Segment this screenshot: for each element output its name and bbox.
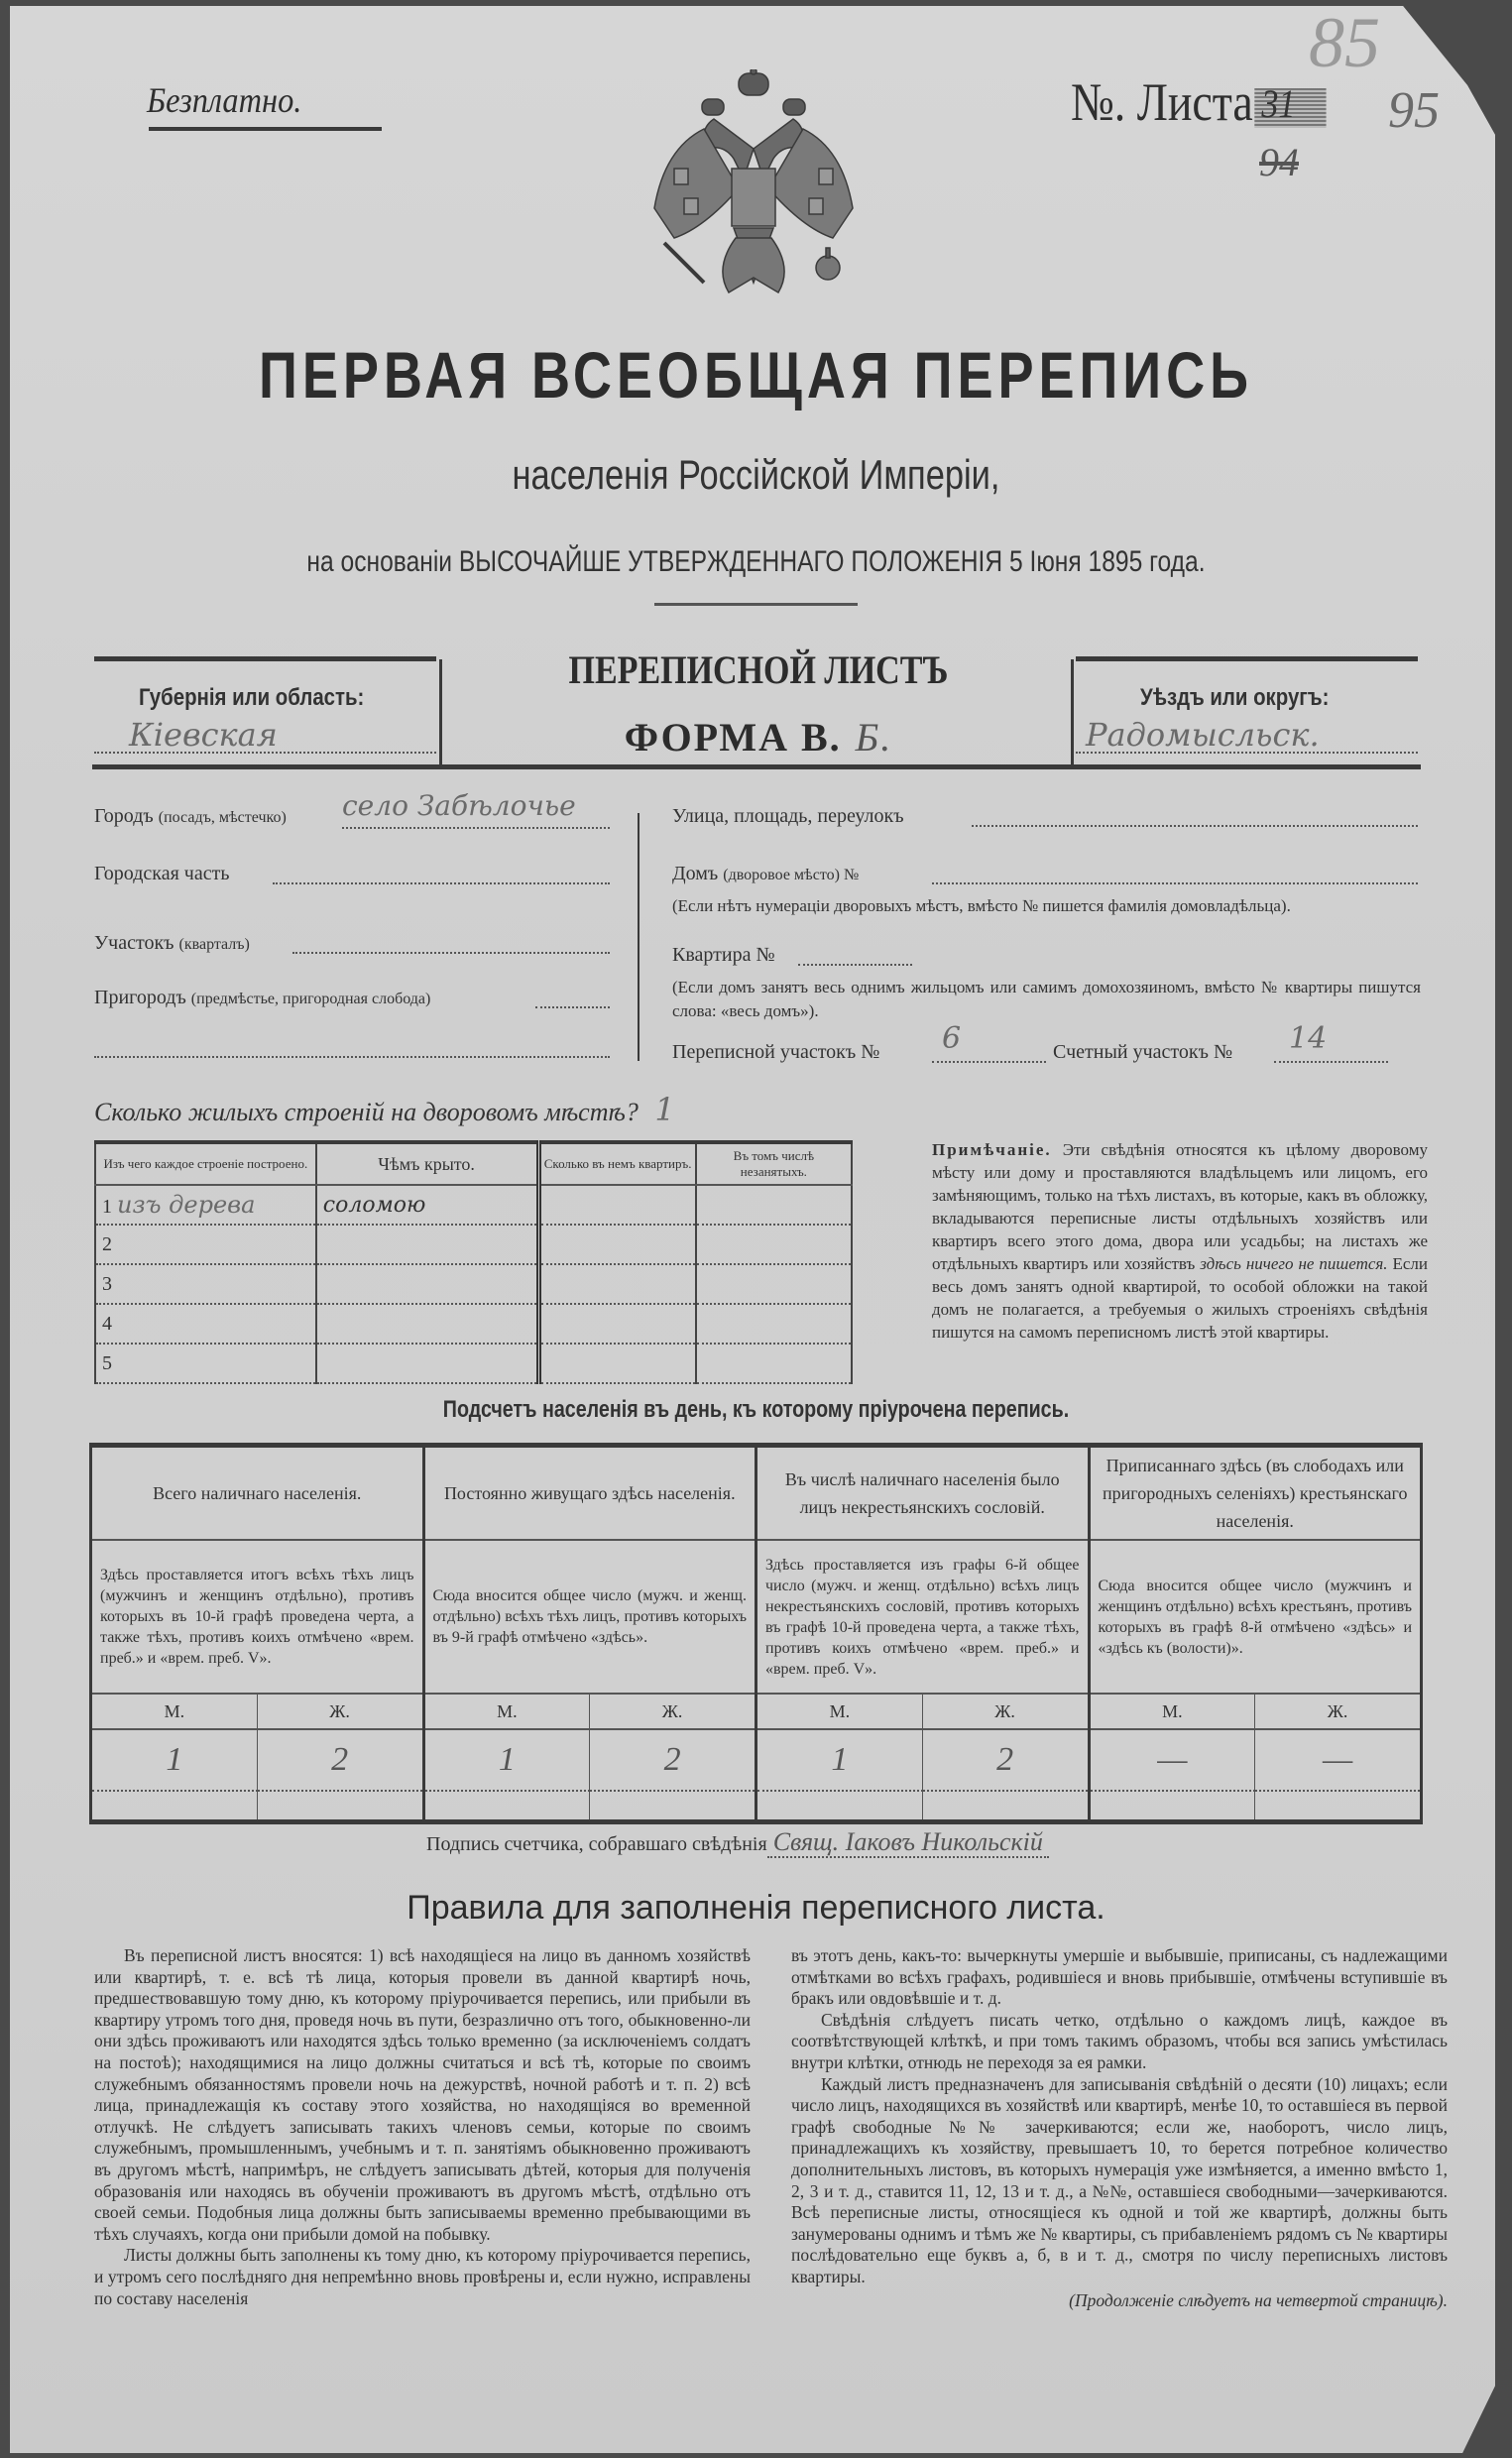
col-apartments: Сколько въ немъ квартиръ. — [538, 1142, 696, 1185]
house-hint: (дворовое мѣсто) № — [723, 867, 860, 883]
non-peasant-male[interactable]: 1 — [756, 1729, 923, 1791]
town-value[interactable]: село Забѣлочье — [342, 789, 576, 822]
vacant-cell[interactable] — [696, 1185, 852, 1225]
row-number: 2 — [102, 1232, 112, 1255]
province-label: Губернія или область: — [139, 684, 365, 711]
precinct-hint: (кварталъ) — [178, 936, 250, 953]
spare-cell — [1255, 1791, 1422, 1822]
female-header: Ж. — [257, 1694, 423, 1729]
house-label: Домъ — [672, 863, 719, 884]
divider — [654, 603, 858, 606]
apartment-note: (Если домъ занятъ весь однимъ жильцомъ или самимъ домохозяиномъ, вмѣсто № квартиры пишутся слова: «весь домъ»). — [672, 978, 1421, 1020]
roof-cell[interactable] — [316, 1344, 538, 1383]
population-count-table — [89, 1443, 1423, 1824]
header-rule-bottom — [92, 764, 1421, 769]
signature-line — [426, 1827, 1049, 1857]
signature-value[interactable]: Свящ. Іаковъ Никольскій — [767, 1827, 1049, 1858]
spare-cell — [922, 1791, 1089, 1822]
group-header: Въ числѣ наличнаго населенія было лицъ некрестьянскихъ сословій. — [756, 1446, 1090, 1541]
permanent-male[interactable]: 1 — [423, 1729, 590, 1791]
note-block — [932, 1138, 1428, 1344]
spare-cell — [91, 1791, 258, 1822]
town-field-line — [342, 827, 610, 829]
apartments-cell[interactable] — [538, 1264, 696, 1304]
group-header: Приписаннаго здѣсь (въ слободахъ или пригородныхъ селеніяхъ) крестьянскаго населенія. — [1089, 1446, 1422, 1541]
male-header: М. — [423, 1694, 590, 1729]
roof-cell[interactable]: соломою — [316, 1185, 538, 1225]
form-label — [451, 714, 1066, 761]
building-row — [95, 1185, 852, 1225]
suburb-field — [94, 987, 430, 1009]
handwritten-sheet-number: 95 — [1388, 82, 1440, 139]
rules-left-column — [94, 1945, 751, 2309]
census-district-value[interactable]: 6 — [942, 1021, 962, 1056]
census-district-line — [932, 1061, 1046, 1063]
registered-peasant-male[interactable]: — — [1089, 1729, 1255, 1791]
material-cell[interactable] — [95, 1225, 316, 1264]
town-label: Городъ — [94, 805, 154, 827]
male-header: М. — [1089, 1694, 1255, 1729]
male-header: М. — [756, 1694, 923, 1729]
address-divider — [638, 813, 640, 1061]
province-field-line — [94, 752, 436, 754]
census-district-label: Переписной участокъ № — [672, 1041, 880, 1063]
vacant-cell[interactable] — [696, 1225, 852, 1264]
row-number: 5 — [102, 1351, 112, 1374]
row-number: 3 — [102, 1272, 112, 1295]
district-value[interactable]: Радомысльск. — [1086, 716, 1320, 754]
spare-cell — [590, 1791, 756, 1822]
signature-label: Подпись счетчика, собравшаго свѣдѣнія — [426, 1833, 767, 1855]
pencil-sheet-number: 85 — [1309, 3, 1380, 82]
registered-peasant-female[interactable]: — — [1255, 1729, 1422, 1791]
count-title: Подсчетъ населенія въ день, къ которому пріурочена перепись. — [442, 1396, 1070, 1423]
apartments-cell[interactable] — [538, 1344, 696, 1383]
page-subtitle: населенія Россійской Имперіи, — [512, 451, 1000, 498]
rules-paragraph: въ этотъ день, какъ-то: вычеркнуты умершіе и выбывшіе, приписаны, съ надлежащими отмѣтками во всѣхъ графахъ, родившіеся и вновь прибывшіе, отмѣчены вступившіе въ бракъ или овдовѣвшіе и т. д. — [791, 1945, 1448, 2009]
permanent-female[interactable]: 2 — [590, 1729, 756, 1791]
suburb-hint: (предмѣстье, пригородная слобода) — [190, 991, 431, 1007]
sheet-number-label: №. Листа — [1071, 72, 1253, 132]
male-header: М. — [91, 1694, 258, 1729]
house-field — [672, 863, 859, 885]
count-district-label: Счетный участокъ № — [1053, 1041, 1233, 1063]
buildings-answer[interactable]: 1 — [654, 1091, 675, 1128]
building-row — [95, 1344, 852, 1383]
building-row — [95, 1304, 852, 1344]
form-handwritten[interactable]: Б. — [855, 715, 893, 760]
spare-cell — [257, 1791, 423, 1822]
total-present-female[interactable]: 2 — [257, 1729, 423, 1791]
extra-address-input[interactable] — [94, 1056, 610, 1058]
building-row — [95, 1225, 852, 1264]
vacant-cell[interactable] — [696, 1344, 852, 1383]
buildings-question-text: Сколько жилыхъ строеній на дворовомъ мѣстѣ? — [94, 1098, 639, 1126]
group-description: Здѣсь проставляется изъ графы 6-й общее число (мужч. и женщ. отдѣльно) всѣхъ лицъ некрестьянскихъ сословій, противъ которыхъ въ графѣ 10-й проведена черта, а также тѣхъ, противъ коихъ отмѣчено «врем. преб.» и «врем. преб. V». — [756, 1540, 1090, 1694]
street-input[interactable] — [972, 825, 1418, 827]
note-text-2: Если весь домъ занятъ одной квартирой, то особой обложки на такой домъ не полагается, а требуемыя о жилыхъ строеніяхъ свѣдѣнія пишутся на самомъ переписномъ листѣ этой квартиры. — [932, 1254, 1429, 1342]
vacant-cell[interactable] — [696, 1304, 852, 1344]
group-description: Сюда вносится общее число (мужчинъ и женщинъ отдѣльно) всѣхъ крестьянъ, противъ которыхъ въ графѣ 8-й отмѣчено «здѣсь» и «здѣсь къ (волости)». — [1089, 1540, 1422, 1694]
house-note: (Если нѣтъ нумераціи дворовыхъ мѣстъ, вмѣсто № пишется фамилія домовладѣльца). — [672, 896, 1291, 915]
material-cell[interactable] — [95, 1185, 316, 1225]
rules-paragraph: Свѣдѣнія слѣдуетъ писать четко, отдѣльно о каждомъ лицѣ, каждое въ соотвѣтствующей клѣткѣ, и при томъ такимъ образомъ, чтобы вся запись умѣстилась внутри клѣтки, отнюдь не переходя за ея рамки. — [791, 2009, 1448, 2072]
buildings-question — [94, 1091, 675, 1128]
crossed-handwritten-number: 94 — [1259, 140, 1299, 184]
col-roof: Чѣмъ крыто. — [316, 1142, 538, 1185]
sheet-number-box[interactable] — [1255, 80, 1327, 128]
group-description: Сюда вносится общее число (мужч. и женщ. отдѣльно) всѣхъ тѣхъ лицъ, противъ которыхъ въ 9-й графѣ отмѣчено «здѣсь». — [423, 1540, 756, 1694]
apartment-input[interactable] — [798, 964, 912, 966]
female-header: Ж. — [590, 1694, 756, 1729]
vacant-cell[interactable] — [696, 1264, 852, 1304]
spare-cell — [1089, 1791, 1255, 1822]
house-input[interactable] — [932, 882, 1418, 884]
form-printed: ФОРМА В. — [624, 715, 842, 760]
page-title: ПЕРВАЯ ВСЕОБЩАЯ ПЕРЕПИСЬ — [259, 338, 1253, 411]
female-header: Ж. — [922, 1694, 1089, 1729]
suburb-label: Пригородъ — [94, 987, 186, 1008]
note-label: Примѣчаніе. — [932, 1140, 1052, 1159]
roof-cell[interactable] — [316, 1264, 538, 1304]
material-cell[interactable] — [95, 1264, 316, 1304]
spare-cell — [423, 1791, 590, 1822]
town-hint: (посадъ, мѣстечко) — [158, 809, 287, 826]
rules-paragraph: Въ переписной листъ вносятся: 1) всѣ находящіеся на лицо въ данномъ хозяйствѣ или квартирѣ, т. е. всѣ тѣ лица, которыя провели въ данной квартирѣ ночь, предшествовавшую тому дню, къ которому пріурочивается перепись, или прибыли въ квартиру утромъ того дня, проведя ночь въ пути, безразлично отъ того, обыкновенно-ли они здѣсь проживаютъ или находятся здѣсь только временно (за исключеніемъ солдатъ на постоѣ); находящимися на лицо должны считаться и всѣ тѣ, которые по своимъ служебнымъ обязанностямъ провели ночь на дежурствѣ, ночной работѣ и т. п. 2) всѣ лица, принадлежащія къ составу этого хозяйства, но находящіяся во временной отлучкѣ. Не слѣдуетъ записывать такихъ членовъ семьи, которые по своимъ служебнымъ, промышленнымъ, учебнымъ и т. п. занятіямъ обыкновенно проживаютъ въ другомъ мѣстѣ, напримѣръ, не слѣдуетъ записывать дѣтей, которыя для полученія образованія или находясь въ обученіи проживаютъ въ другомъ мѣстѣ, отдѣльно отъ своей семьи. Подобныя лица должны быть записываемы временно пребывающими въ тѣхъ случаяхъ, когда они прибыли домой на побывку. — [94, 1945, 751, 2244]
note-text-1: Эти свѣдѣнія относятся къ цѣлому дворовому мѣсту или дому и проставляются владѣльцемъ или лицомъ, его замѣняющимъ, только на тѣхъ листахъ, въ которые, какъ въ обложку, вкладываются переписные листы отдѣльныхъ хозяйствъ или квартиръ всего этого дома, двора или усадьбы; на листахъ же отдѣльныхъ квартиръ или хозяйствъ — [932, 1140, 1428, 1273]
material-value: изъ дерева — [117, 1191, 256, 1219]
col-material: Изъ чего каждое строеніе построено. — [95, 1142, 316, 1185]
female-header: Ж. — [1255, 1694, 1422, 1729]
apartment-label: Квартира № — [672, 944, 775, 966]
continued-note: (Продолженіе слѣдуетъ на четвертой страницѣ). — [1069, 2289, 1448, 2310]
sheet-title: ПЕРЕПИСНОЙ ЛИСТЪ — [568, 647, 949, 692]
group-header: Постоянно живущаго здѣсь населенія. — [423, 1446, 756, 1541]
apartments-cell[interactable] — [538, 1304, 696, 1344]
header-divider-left — [439, 659, 442, 766]
group-description: Здѣсь проставляется итогъ всѣхъ тѣхъ лицъ (мужчинъ и женщинъ отдѣльно), противъ которыхъ въ 10-й графѣ проведена черта, а также тѣхъ, противъ коихъ отмѣчено «врем. преб.» и «врем. преб. V». — [91, 1540, 424, 1694]
apartments-cell[interactable] — [538, 1185, 696, 1225]
count-district-value[interactable]: 14 — [1289, 1021, 1328, 1056]
buildings-table — [94, 1140, 853, 1384]
roof-cell[interactable] — [316, 1225, 538, 1264]
apartments-cell[interactable] — [538, 1225, 696, 1264]
precinct-label: Участокъ — [94, 932, 174, 954]
note-text-italic: здѣсь ничего не пишется. — [1200, 1254, 1388, 1273]
material-cell[interactable] — [95, 1344, 316, 1383]
count-district-line — [1274, 1061, 1388, 1063]
row-number: 4 — [102, 1312, 112, 1335]
rules-right-column — [791, 1945, 1448, 2311]
free-label-underline — [149, 127, 382, 131]
city-part-label: Городская часть — [94, 863, 230, 884]
non-peasant-female[interactable]: 2 — [922, 1729, 1089, 1791]
street-label: Улица, площадь, переулокъ — [672, 805, 904, 827]
precinct-input[interactable] — [292, 952, 610, 954]
sheet-number-crossed: 31 — [1261, 80, 1296, 126]
header-divider-right — [1071, 659, 1074, 766]
rules-paragraph: Каждый листъ предназначенъ для записыванія свѣдѣній о десяти (10) лицахъ; если число лицъ, находящихся въ хозяйствѣ или квартирѣ, менѣе 10, то оставшіеся въ первой графѣ свободные №№ зачеркиваются; если же, наоборотъ, число лицъ, принадлежащихъ къ хозяйству, превышаетъ 10, то берется потребное количество дополнительныхъ листовъ, въ которыхъ нумерація уже измѣняется, а именно вмѣсто 1, 2, 3 и т. д., ставится 11, 12, 13 и т. д., а №№, оставшіеся свободными—зачеркиваются. Всѣ переписные листы, относящіеся къ одной и той же квартирѣ, должны быть занумерованы однимъ и тѣмъ же № квартиры, съ прибавленіемъ рядомъ съ № квартиры послѣдовательно еще буквъ а, б, в и т. д., смотря по числу переписныхъ листовъ квартиры. — [791, 2073, 1448, 2286]
roof-cell[interactable] — [316, 1304, 538, 1344]
free-of-charge-label: Безплатно. — [147, 80, 302, 120]
spare-cell — [756, 1791, 923, 1822]
sheet-number — [1071, 71, 1327, 133]
group-header: Всего наличнаго населенія. — [91, 1446, 424, 1541]
district-field-line — [1076, 752, 1418, 754]
header-rule-left — [94, 656, 436, 661]
double-headed-eagle-icon — [644, 69, 863, 302]
province-value[interactable]: Кіевская — [129, 716, 278, 754]
district-label: Уѣздъ или округъ: — [1140, 684, 1330, 711]
town-field — [94, 805, 287, 828]
material-cell[interactable] — [95, 1304, 316, 1344]
col-vacant: Въ томъ числѣ незанятыхъ. — [696, 1142, 852, 1185]
header-rule-right — [1076, 656, 1418, 661]
city-part-input[interactable] — [273, 882, 610, 884]
total-present-male[interactable]: 1 — [91, 1729, 258, 1791]
rules-title: Правила для заполненія переписного листа. — [407, 1889, 1105, 1927]
decree-line: на основаніи ВЫСОЧАЙШЕ УТВЕРЖДЕННАГО ПОЛОЖЕНІЯ 5 Іюня 1895 года. — [306, 545, 1206, 578]
rules-paragraph: Листы должны быть заполнены къ тому дню, къ которому пріурочивается перепись, и утромъ сего послѣдняго дня непремѣнно вновь провѣрены и, если нужно, исправлены по составу населенія — [94, 2245, 751, 2308]
precinct-field — [94, 932, 250, 955]
building-row — [95, 1264, 852, 1304]
suburb-input[interactable] — [535, 1006, 610, 1008]
row-number: 1 — [102, 1196, 112, 1218]
